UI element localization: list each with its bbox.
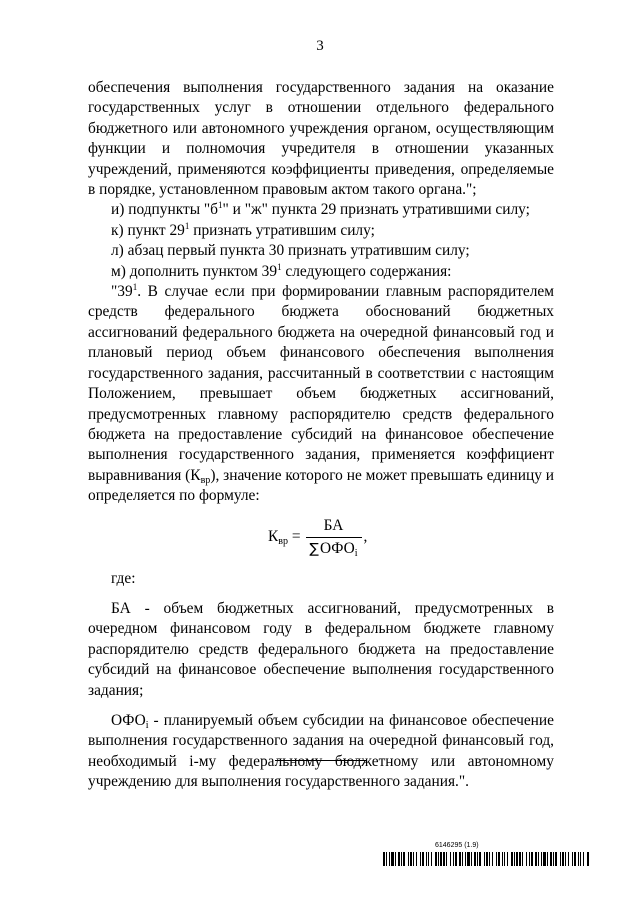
document-body — [88, 78, 554, 793]
formula-denominator: $\sum ОФО_i$ — [309, 539, 358, 559]
list-item-k: к) пункт $29^1$ признать утратившим силу; — [111, 220, 375, 239]
paragraph-new-point: "$39^1$. В случае если при формировании главным распорядителем средств федерального бюджета обоснований бюджетных ассигнований федерального бюджета на очередной финансовый год и плановый период объем финансового обеспечения выполнения государственного задания, рассчитанный в соответствии с настоящим Положением, превышает объем бюджетных ассигнований, предусмотренных главному распорядителю средств федерального бюджета на предоставление субсидий на финансовое обеспечение выполнения государственного задания, применяется коэффициент выравнивания $(К_{вр})$, значение которого не может превышать единицу и определяется по формуле: — [88, 282, 554, 505]
formula-lhs: $К_{вр}$ = — [268, 527, 301, 547]
formula-numerator: БА — [323, 516, 344, 534]
list-item-m: м) дополнить пунктом $39^1$ следующего содержания: — [111, 261, 452, 280]
document-code: 6146295 (1.9) — [435, 842, 479, 849]
formula — [268, 517, 367, 558]
formula-fraction — [306, 517, 362, 558]
sum-icon: ∑ — [309, 540, 319, 557]
barcode — [383, 852, 591, 866]
where-label: где: — [111, 569, 136, 587]
definition-ba: БА - объем бюджетных ассигнований, предусмотренных в очередном финансовом году в федеральном бюджете главному распорядителю средств федерального бюджета на предоставление субсидий на финансовое обеспечение выполнения государственного задания; — [88, 599, 554, 699]
list-item-i: и) подпункты "$б^1$" и "ж" пункта 29 признать утратившими силу; — [111, 200, 530, 219]
list-item-l: л) абзац первый пункта 30 признать утратившим силу; — [111, 242, 470, 260]
formula-comma: , — [363, 527, 368, 545]
footer-divider — [275, 760, 367, 761]
paragraph-continuation: обеспечения выполнения государственного задания на оказание государственных услуг в отношении отдельного федерального бюджетного или автономного учреждения органом, осуществляющим функции и полномочия учредителя в отношении указанных учреждений, применяются коэффициенты приведения, определяемые в порядке, установленном правовым актом такого органа."; — [88, 79, 554, 199]
formula-block — [88, 507, 554, 569]
definition-ofo: $ОФО_i$ - планируемый объем субсидии на финансовое обеспечение выполнения государственного задания на очередной финансовый год, необходимый i-му федеральному бюджетному или автономному учреждению для выполнения государственного задания.". — [88, 711, 554, 791]
page-number: 3 — [316, 38, 324, 54]
